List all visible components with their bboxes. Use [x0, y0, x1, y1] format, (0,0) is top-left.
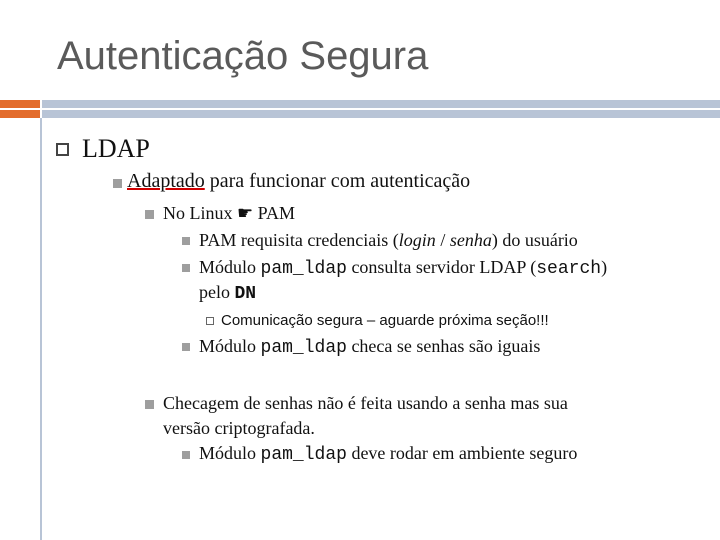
bullet-pam-ldap-search: [199, 257, 607, 279]
bullet-checagem-line1: Checagem de senhas não é feita usando a senha mas sua: [163, 393, 568, 413]
bullet-adaptado: [127, 170, 470, 193]
square-bullet-icon: [145, 400, 154, 409]
bullet-pam-ldap-checa: [199, 336, 540, 358]
login-italic: login: [398, 230, 436, 250]
square-bullet-icon: [113, 179, 122, 188]
text-part: checa se senhas são iguais: [346, 336, 541, 356]
bullet-checagem-line2: versão criptografada.: [163, 418, 315, 438]
code-dn: DN: [234, 284, 257, 304]
header-divider-line: [42, 108, 720, 110]
bullet-comunicacao-segura: Comunicação segura – aguarde próxima seção!!!: [221, 312, 549, 329]
code-search: search: [536, 259, 602, 279]
header-divider-line-left: [0, 108, 40, 110]
text-part: ): [601, 257, 608, 277]
bullet-ldap: LDAP: [82, 134, 150, 163]
pointing-hand-icon: ☛: [237, 203, 254, 224]
text-part: PAM requisita credenciais (: [199, 230, 399, 250]
code-pam-ldap: pam_ldap: [260, 445, 347, 465]
left-vertical-rule: [40, 118, 42, 540]
no-linux-text: No Linux: [163, 203, 237, 223]
code-pam-ldap: pam_ldap: [260, 259, 347, 279]
square-bullet-icon: [182, 264, 190, 272]
adaptado-word: Adaptado: [127, 170, 205, 192]
text-part: Módulo: [199, 257, 261, 277]
square-bullet-icon: [145, 210, 154, 219]
bullet-pam-credenciais: [199, 230, 578, 251]
square-bullet-icon: [182, 237, 190, 245]
adaptado-rest: para funcionar com autenticação: [204, 170, 471, 192]
square-bullet-icon: [182, 451, 190, 459]
text-part: ) do usuário: [491, 230, 578, 250]
bullet-pam-ldap-ambiente: [199, 443, 577, 465]
code-pam-ldap: pam_ldap: [260, 338, 347, 358]
bullet-pam-ldap-search-line2: [199, 282, 256, 304]
text-part: pelo: [199, 282, 235, 302]
small-square-bullet-icon: [206, 317, 214, 325]
text-part: /: [435, 230, 450, 250]
slide-title: Autenticação Segura: [57, 34, 429, 78]
pam-text: PAM: [253, 203, 296, 223]
text-part: deve rodar em ambiente seguro: [346, 443, 578, 463]
text-part: consulta servidor LDAP (: [346, 257, 537, 277]
square-bullet-icon: [182, 343, 190, 351]
hollow-square-bullet-icon: [56, 143, 69, 156]
senha-italic: senha: [449, 230, 492, 250]
text-part: Módulo: [199, 443, 261, 463]
bullet-no-linux-pam: [163, 203, 295, 224]
text-part: Módulo: [199, 336, 261, 356]
